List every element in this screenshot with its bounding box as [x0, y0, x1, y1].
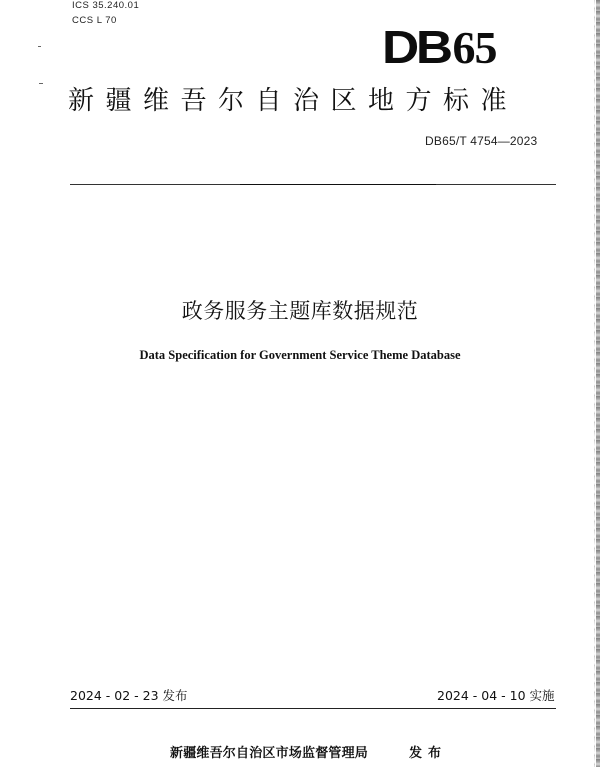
- publish-date: 2024 - 02 - 23 发布: [70, 688, 188, 703]
- scan-edge-artifact: [596, 0, 600, 767]
- chinese-title: 政务服务主题库数据规范: [181, 299, 419, 323]
- issue-label: 发布: [409, 746, 448, 761]
- ics-code: ICS 35.240.01: [72, 0, 140, 11]
- issuing-authority: 新疆维吾尔自治区市场监督管理局: [170, 746, 369, 761]
- footer-divider: [70, 708, 556, 709]
- document-number: DB65/T 4754—2023: [425, 134, 538, 148]
- logo-number: 65: [452, 22, 497, 73]
- scan-speck: [38, 46, 41, 47]
- scan-speck: [39, 83, 43, 84]
- ccs-code: CCS L 70: [72, 15, 117, 26]
- implement-date: 2024 - 04 - 10 实施: [437, 688, 555, 703]
- scan-edge-artifact-inner: [594, 0, 595, 767]
- english-title: Data Specification for Government Service Theme Database: [139, 348, 461, 362]
- logo-prefix: DB: [382, 21, 450, 73]
- header-divider: [70, 184, 556, 185]
- standard-category-title: 新疆维吾尔自治区地方标准: [68, 86, 519, 116]
- db65-logo: [382, 22, 496, 73]
